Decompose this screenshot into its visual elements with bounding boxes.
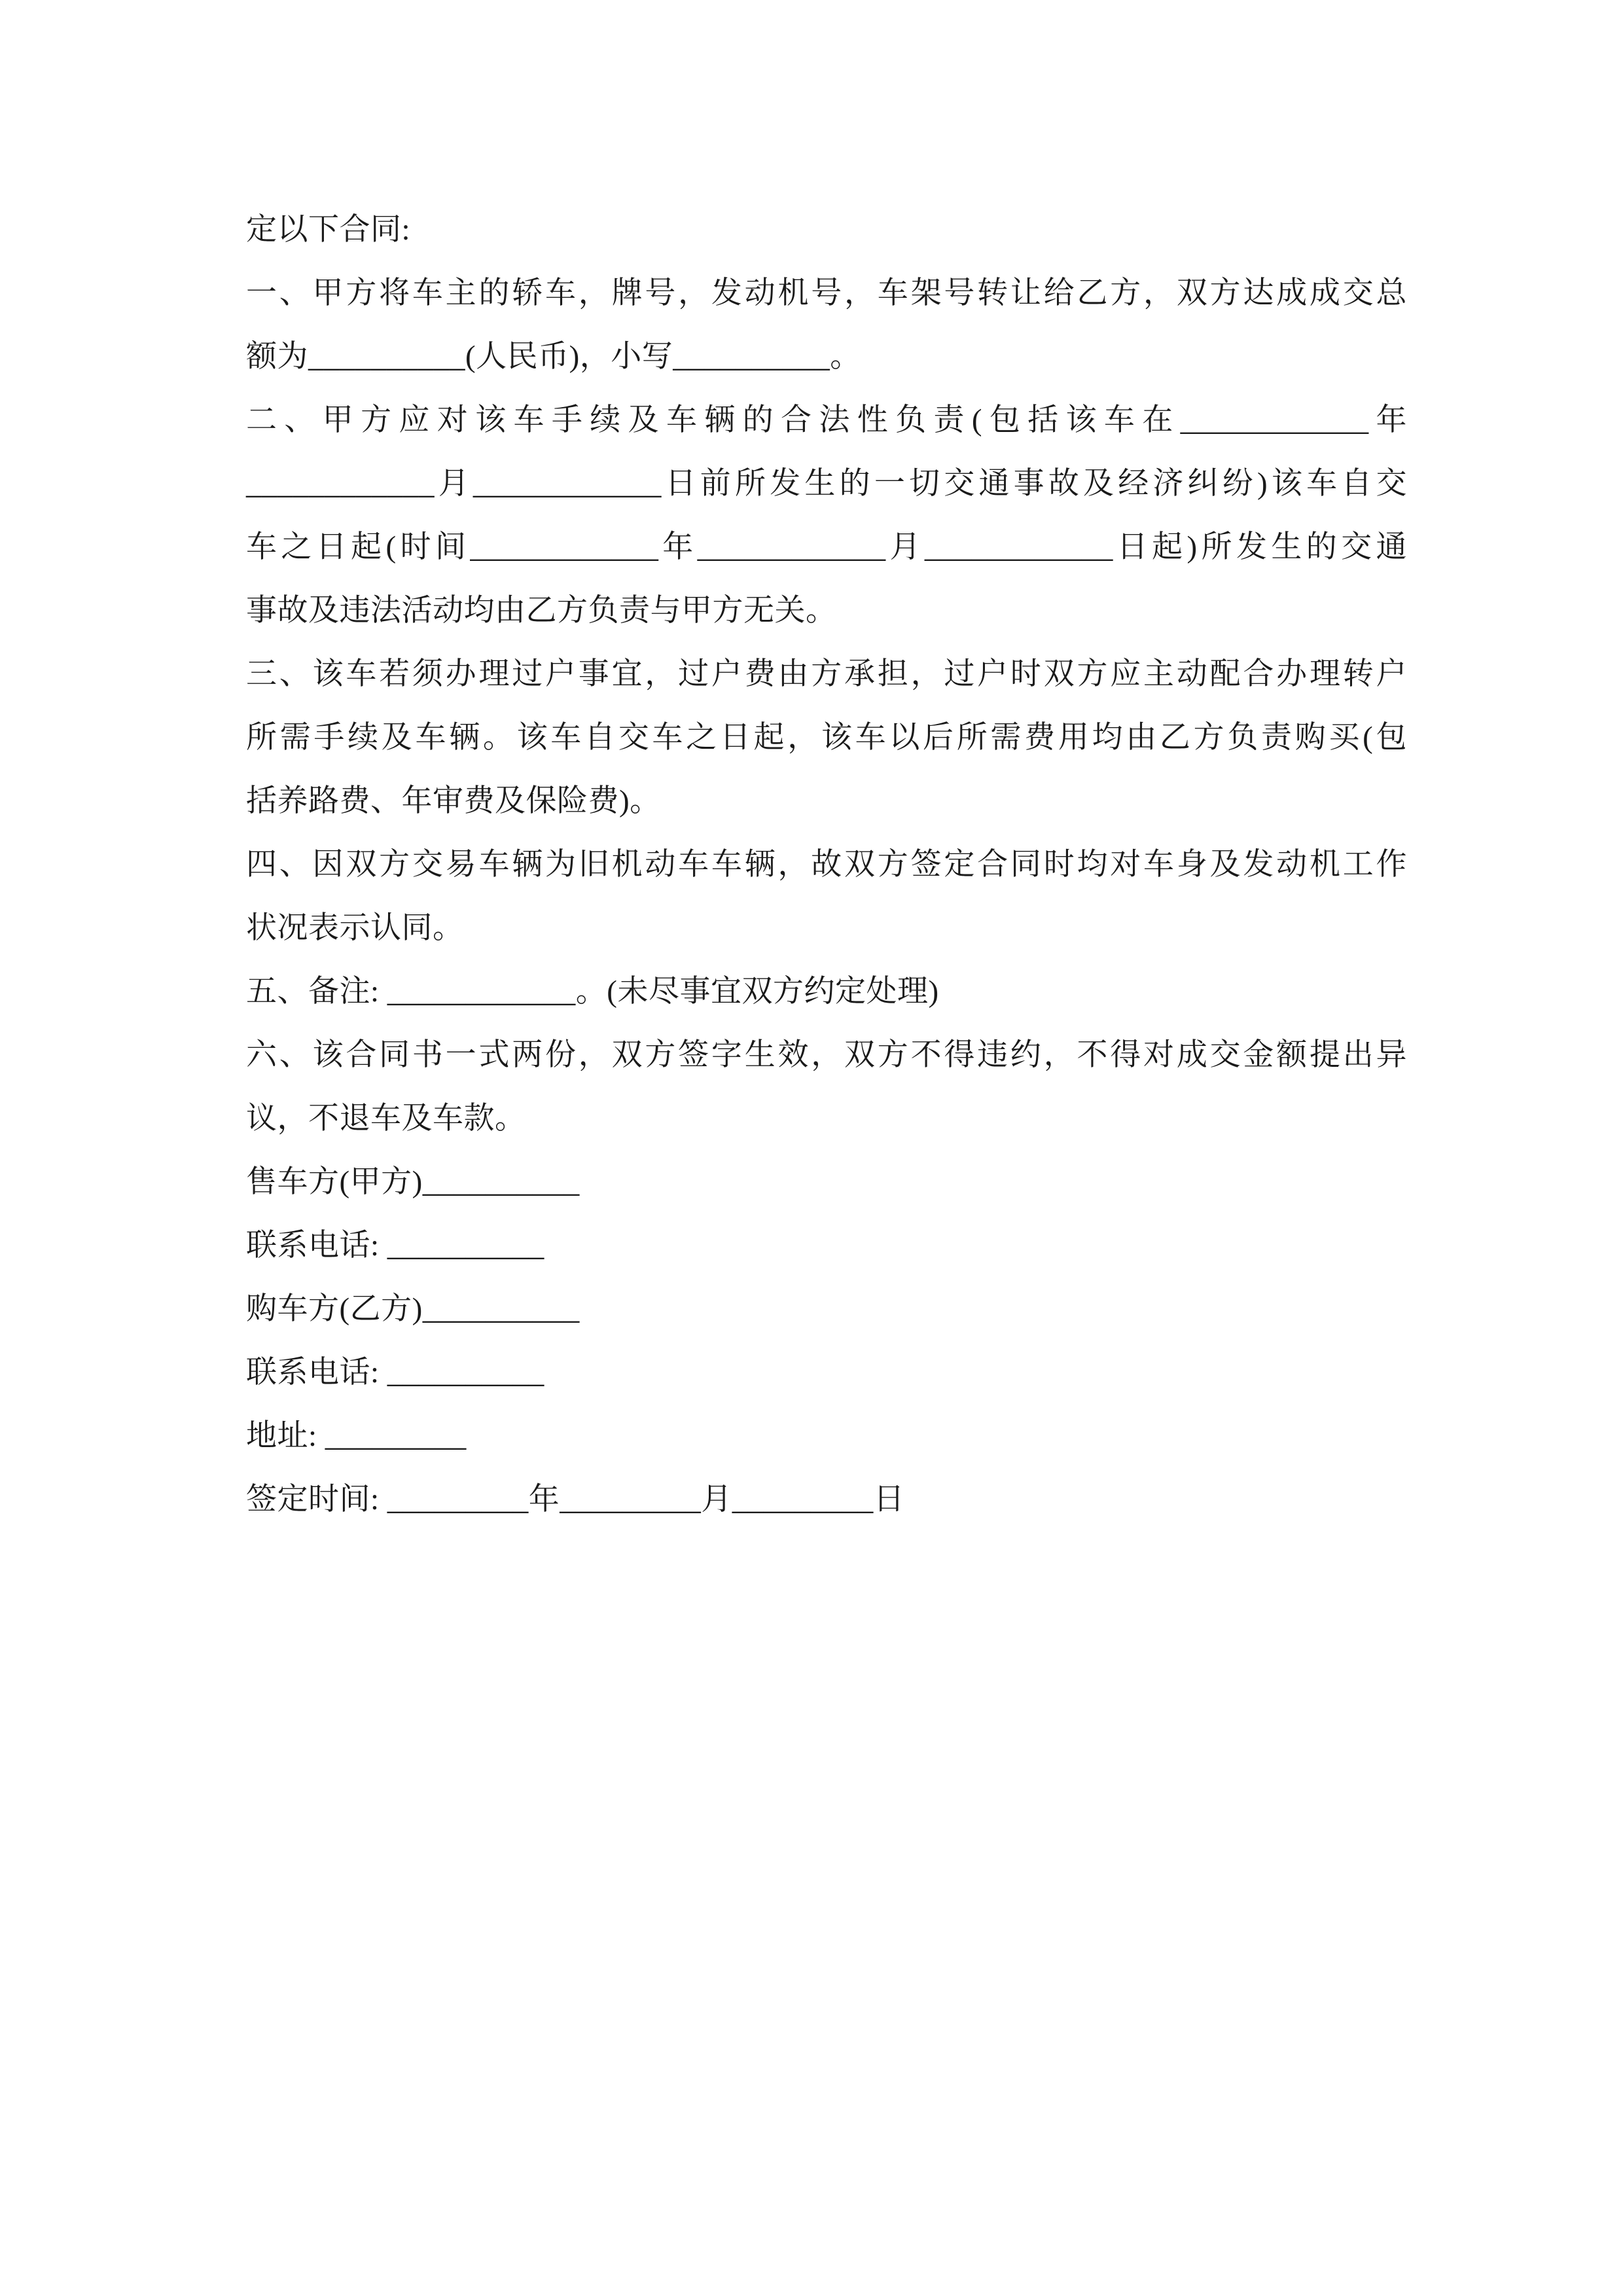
contract-line-18: 购车方(乙方)__________	[246, 1292, 580, 1326]
contract-line-20: 地址: _________	[246, 1419, 467, 1453]
contract-line-15: 议，不退车及车款。	[246, 1102, 526, 1136]
contract-line-6: 车之日起(时间____________年____________月____________日起)所发生的交通	[246, 530, 1407, 564]
contract-line-10: 括养路费、年审费及保险费)。	[246, 784, 661, 818]
contract-line-1: 定以下合同:	[246, 213, 411, 247]
contract-line-19: 联系电话: __________	[246, 1355, 544, 1390]
contract-line-7: 事故及违法活动均由乙方负责与甲方无关。	[246, 594, 837, 628]
contract-line-16: 售车方(甲方)__________	[246, 1165, 580, 1199]
contract-line-9: 所需手续及车辆。该车自交车之日起，该车以后所需费用均由乙方负责购买(包	[246, 721, 1407, 755]
contract-line-21: 签定时间: _________年_________月_________日	[246, 1482, 905, 1516]
contract-line-14: 六、该合同书一式两份，双方签字生效，双方不得违约，不得对成交金额提出异	[246, 1038, 1407, 1072]
contract-line-2: 一、甲方将车主的轿车，牌号，发动机号，车架号转让给乙方，双方达成成交总	[246, 276, 1407, 310]
contract-line-8: 三、该车若须办理过户事宜，过户费由方承担，过户时双方应主动配合办理转户	[246, 657, 1407, 691]
contract-line-17: 联系电话: __________	[246, 1229, 544, 1263]
contract-line-13: 五、备注: ____________。(未尽事宜双方约定处理)	[246, 975, 939, 1009]
contract-body	[246, 198, 1407, 1532]
contract-line-12: 状况表示认同。	[246, 911, 464, 945]
contract-line-3: 额为__________(人民币)，小写__________。	[246, 340, 861, 374]
contract-line-5: ____________月____________日前所发生的一切交通事故及经济纠纷)该车自交	[246, 467, 1407, 501]
contract-line-11: 四、因双方交易车辆为旧机动车车辆，故双方签定合同时均对车身及发动机工作	[246, 848, 1407, 882]
contract-line-4: 二、甲方应对该车手续及车辆的合法性负责(包括该车在____________年	[246, 403, 1407, 437]
